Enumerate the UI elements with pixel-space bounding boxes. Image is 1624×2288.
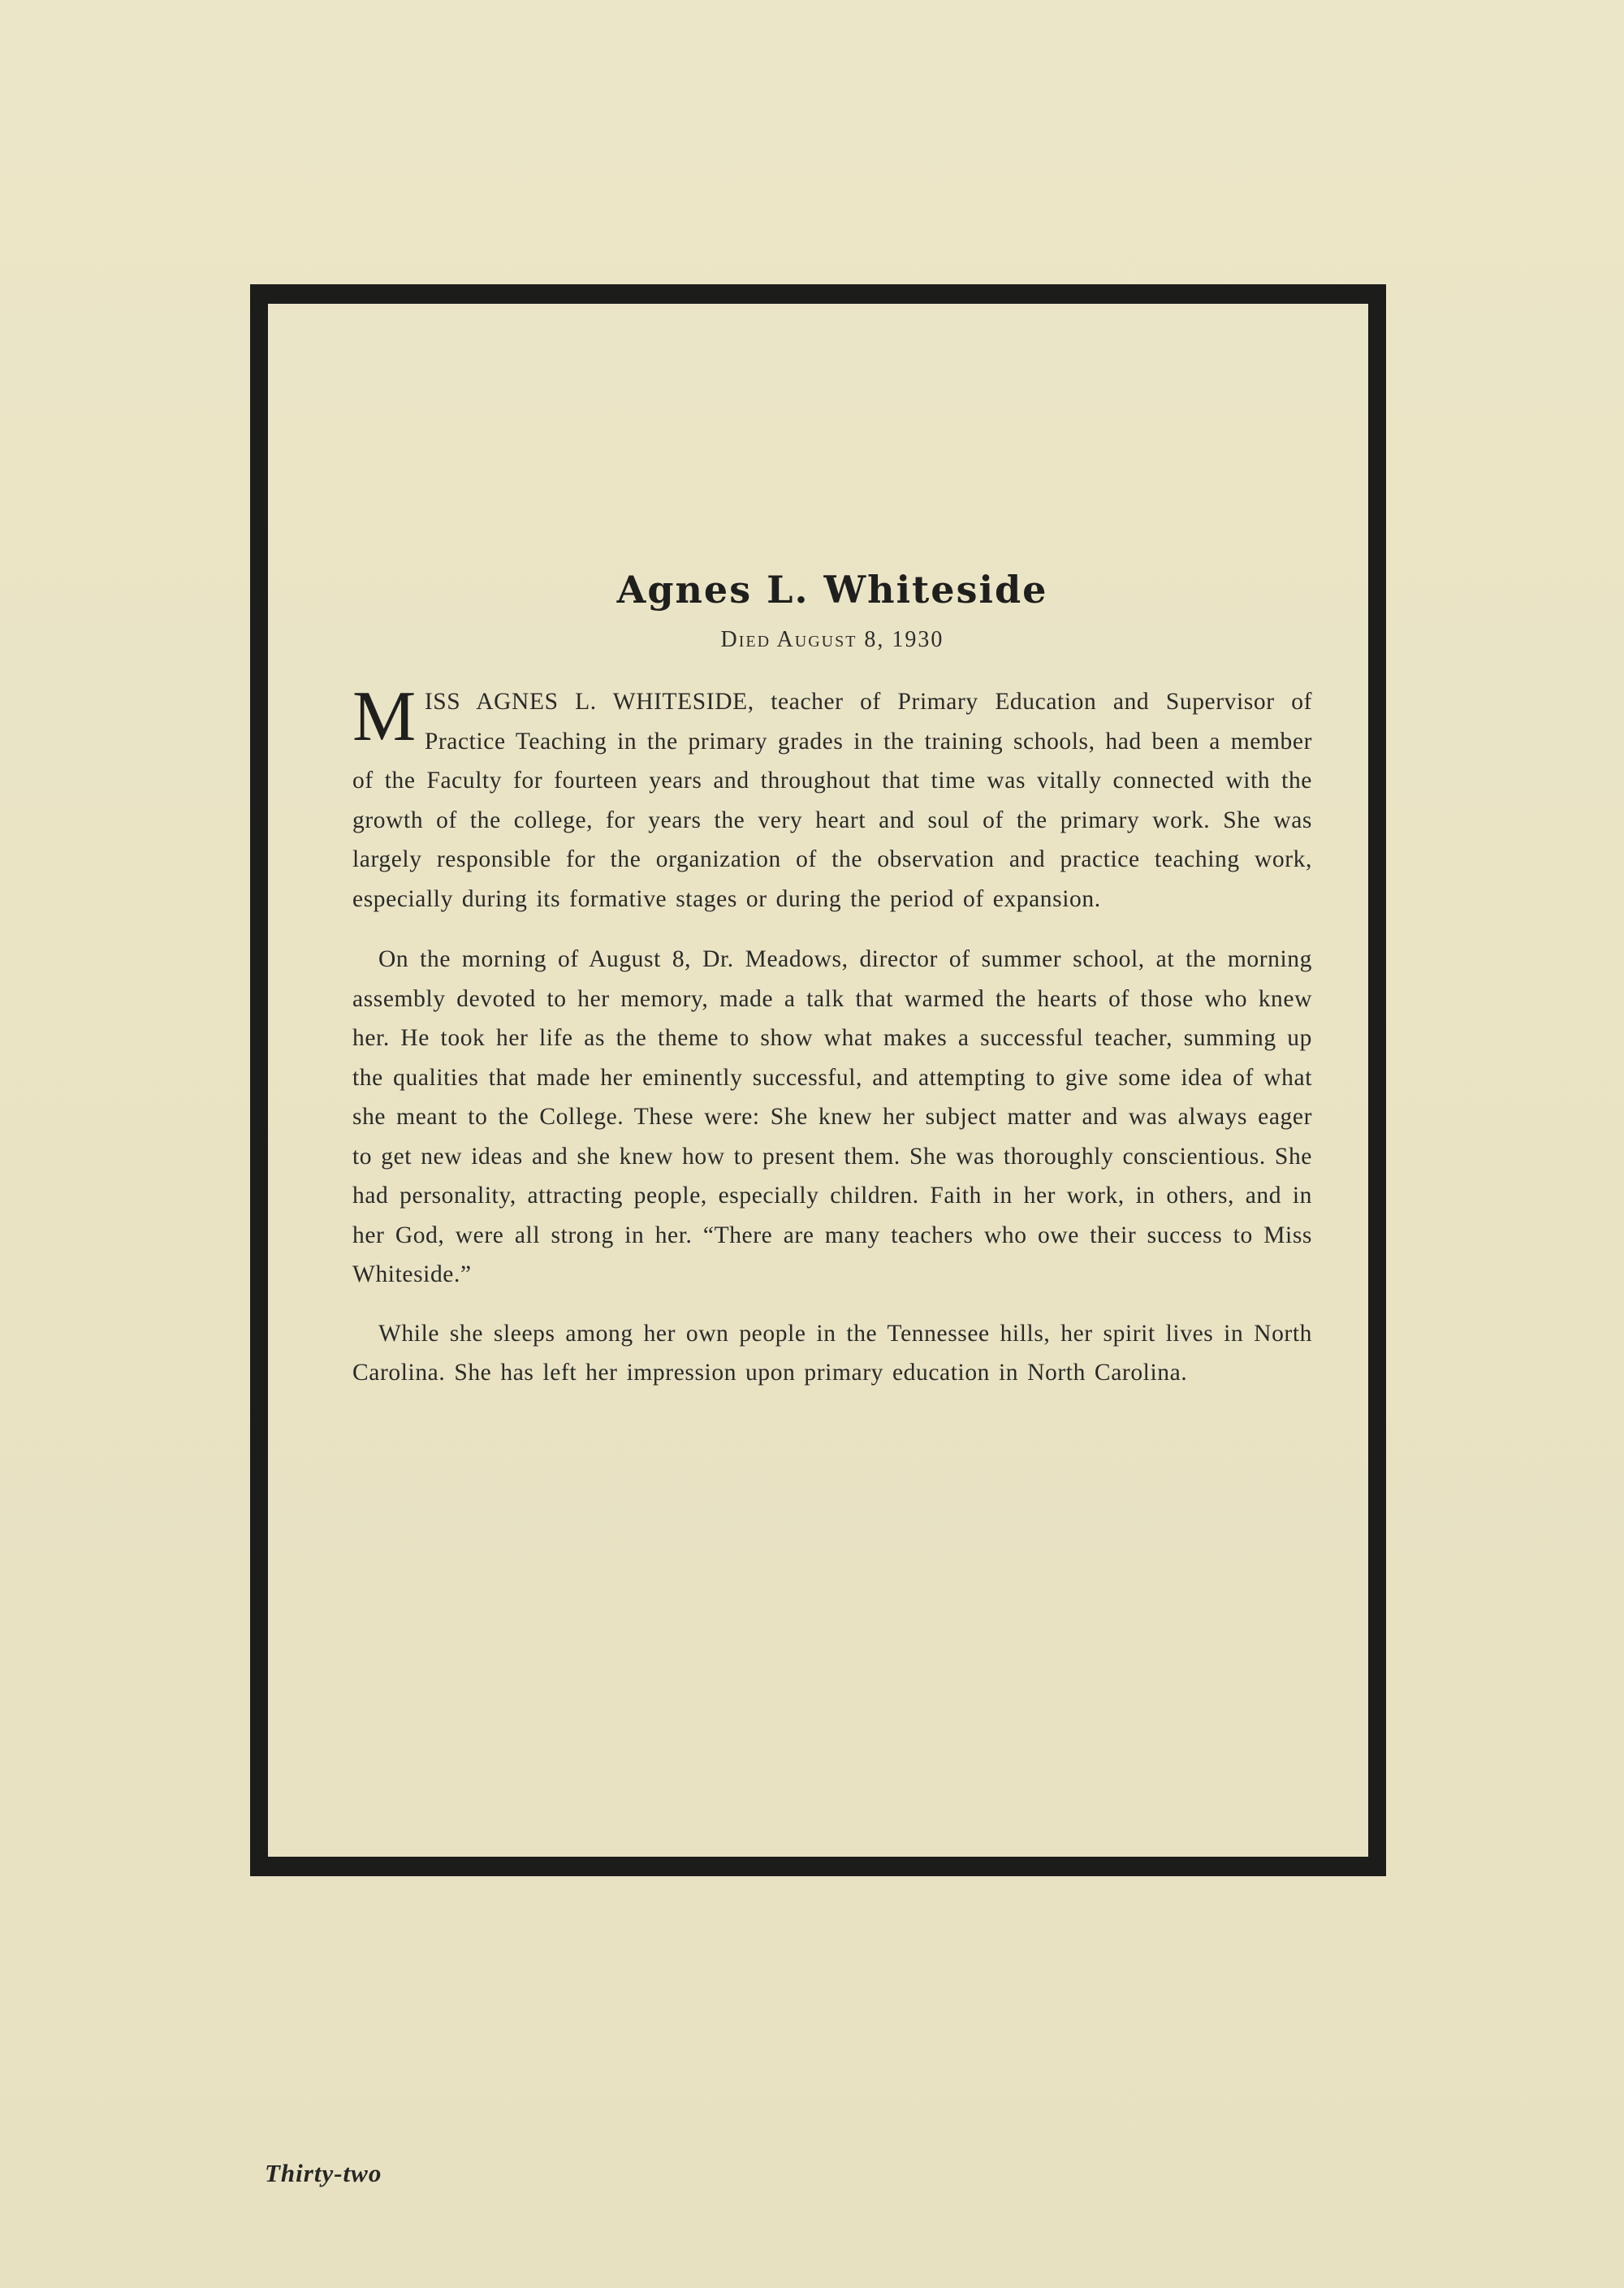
paragraph-1-text: ISS AGNES L. WHITESIDE, teacher of Primary Education and Supervisor of Practice Teaching in the primary grades in the training schools, had been a member of the Faculty for fourteen years and throughout that time was vitally connected with the growth of the college, for years the very heart and soul of the primary work. She was largely responsible for the organization of the observation and practice teaching work, especially during its formative stages or during the period of expansion. xyxy=(352,689,1312,912)
memorial-content xyxy=(352,565,1312,1393)
memorial-paragraph-1 xyxy=(352,677,1312,919)
memorial-date: Died August 8, 1930 xyxy=(720,627,944,652)
drop-cap: M xyxy=(352,677,417,756)
memorial-paragraph-2: On the morning of August 8, Dr. Meadows, director of summer school, at the morning assembly devoted to her memory, made a talk that warmed the hearts of those who knew her. He took her life as the theme to show what makes a successful teacher, summing up the qualities that made her eminently successful, and attempting to give some idea of what she meant to the College. These were: She knew her subject matter and was always eager to get new ideas and she knew how to present them. She was thoroughly conscientious. She had personality, attracting people, especially children. Faith in her work, in others, and in her God, were all strong in her. “There are many teachers who owe their success to Miss Whiteside.” xyxy=(352,946,1312,1287)
memorial-paragraph-3: While she sleeps among her own people in the Tennessee hills, her spirit lives in North Carolina. She has left her impression upon primary education in North Carolina. xyxy=(352,1320,1312,1386)
page-number: Thirty-two xyxy=(265,2159,382,2187)
memorial-title: Agnes L. Whiteside xyxy=(616,568,1048,612)
